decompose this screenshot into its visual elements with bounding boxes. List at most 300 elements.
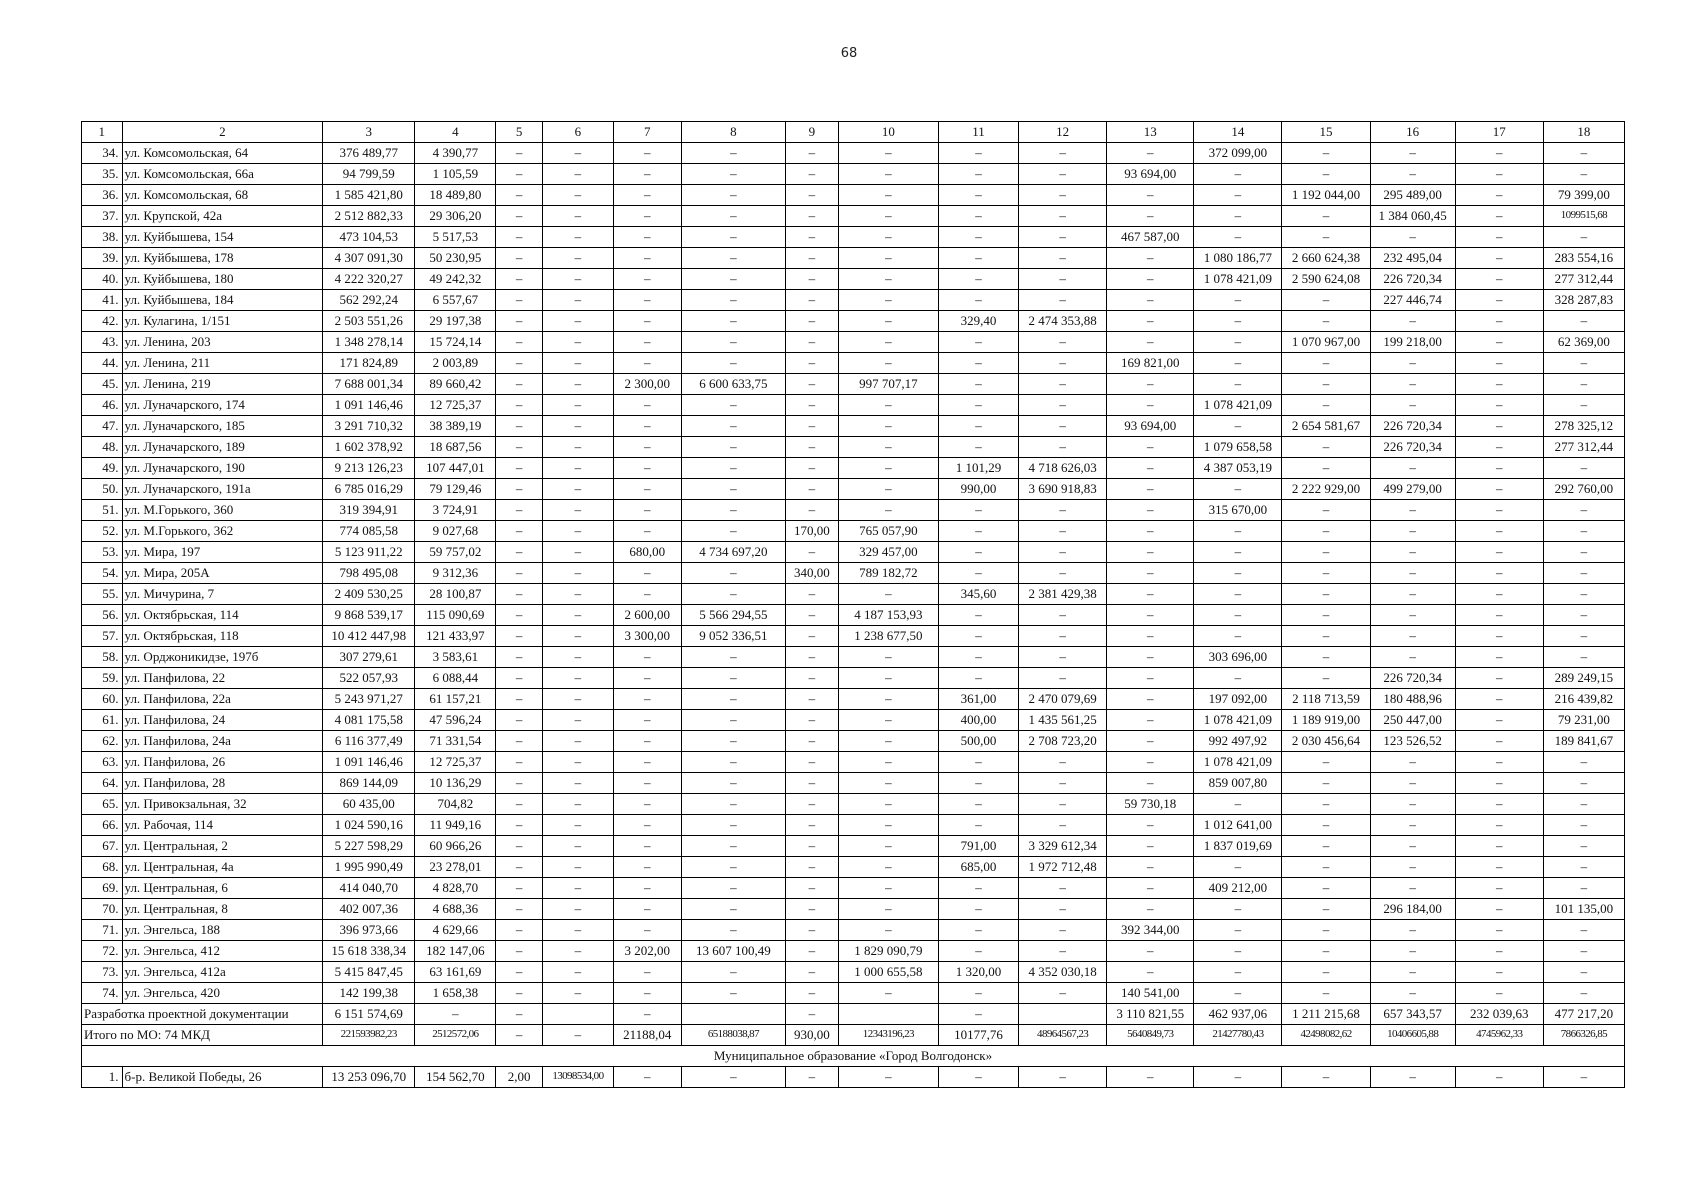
table-cell: – <box>613 1067 681 1088</box>
table-cell: – <box>786 353 839 374</box>
table-cell: 6 785 016,29 <box>323 479 415 500</box>
table-cell: – <box>786 185 839 206</box>
table-cell: – <box>1107 437 1194 458</box>
table-cell: 13 607 100,49 <box>681 941 785 962</box>
table-cell: – <box>939 416 1019 437</box>
table-cell: – <box>939 164 1019 185</box>
table-cell: – <box>1282 962 1370 983</box>
table-cell: – <box>542 206 613 227</box>
table-cell: 1 348 278,14 <box>323 332 415 353</box>
table-cell: 197 092,00 <box>1194 689 1282 710</box>
table-cell: – <box>542 941 613 962</box>
table-cell: – <box>1455 941 1543 962</box>
table-cell: – <box>496 206 543 227</box>
table-cell: – <box>496 584 543 605</box>
table-row <box>82 311 1625 332</box>
table-cell: 43. <box>82 332 123 353</box>
table-cell: 93 694,00 <box>1107 416 1194 437</box>
table-cell: 10 412 447,98 <box>323 626 415 647</box>
table-cell: 4 387 053,19 <box>1194 458 1282 479</box>
table-cell: – <box>542 542 613 563</box>
table-cell: – <box>1370 395 1455 416</box>
table-cell: – <box>496 983 543 1004</box>
table-cell: – <box>838 248 938 269</box>
table-cell: – <box>1282 857 1370 878</box>
table-cell: – <box>1455 752 1543 773</box>
table-cell: 63 161,69 <box>415 962 496 983</box>
table-cell: 3 300,00 <box>613 626 681 647</box>
table-cell: – <box>838 983 938 1004</box>
table-cell: – <box>1107 941 1194 962</box>
table-cell: – <box>681 395 785 416</box>
table-cell: 292 760,00 <box>1543 479 1624 500</box>
table-cell: 50 230,95 <box>415 248 496 269</box>
table-cell: – <box>1282 353 1370 374</box>
table-cell: 13 <box>1107 122 1194 143</box>
table-cell: 277 312,44 <box>1543 437 1624 458</box>
table-cell: 37. <box>82 206 123 227</box>
table-row <box>82 731 1625 752</box>
table-cell: – <box>1282 542 1370 563</box>
table-cell: 10406605,88 <box>1370 1025 1455 1046</box>
table-cell: – <box>786 899 839 920</box>
table-cell: 44. <box>82 353 123 374</box>
table-cell: 60 966,26 <box>415 836 496 857</box>
table-cell: – <box>1107 815 1194 836</box>
table-cell: – <box>1455 605 1543 626</box>
table-cell: – <box>496 542 543 563</box>
table-cell: – <box>1107 143 1194 164</box>
table-cell: – <box>1282 983 1370 1004</box>
table-cell: – <box>542 1025 613 1046</box>
table-cell: 1 105,59 <box>415 164 496 185</box>
table-cell: – <box>1370 983 1455 1004</box>
table-cell: 1 189 919,00 <box>1282 710 1370 731</box>
table-cell: – <box>542 962 613 983</box>
table-cell: 15 618 338,34 <box>323 941 415 962</box>
table-cell: 2 474 353,88 <box>1019 311 1107 332</box>
table-cell: – <box>681 563 785 584</box>
table-cell: – <box>1194 332 1282 353</box>
table-cell: – <box>613 416 681 437</box>
table-cell: – <box>681 521 785 542</box>
table-cell: – <box>496 794 543 815</box>
table-cell: – <box>1194 899 1282 920</box>
table-cell: – <box>681 353 785 374</box>
table-cell: – <box>786 941 839 962</box>
table-cell: – <box>786 1004 839 1025</box>
table-cell: 1 091 146,46 <box>323 395 415 416</box>
table-cell: – <box>786 605 839 626</box>
table-cell: 38 389,19 <box>415 416 496 437</box>
table-cell: – <box>613 353 681 374</box>
table-cell: 2 503 551,26 <box>323 311 415 332</box>
table-cell: 4 390,77 <box>415 143 496 164</box>
table-cell: 70. <box>82 899 123 920</box>
table-cell: – <box>681 878 785 899</box>
table-cell: – <box>1019 563 1107 584</box>
table-cell: – <box>496 815 543 836</box>
table-cell: – <box>681 1067 785 1088</box>
table-cell: – <box>1019 542 1107 563</box>
table-cell: – <box>939 227 1019 248</box>
table-cell: – <box>1370 857 1455 878</box>
table-cell: 774 085,58 <box>323 521 415 542</box>
table-cell: 45. <box>82 374 123 395</box>
table-cell: – <box>838 857 938 878</box>
table-cell: 9 027,68 <box>415 521 496 542</box>
table-cell: 232 495,04 <box>1370 248 1455 269</box>
table-cell: 1 078 421,09 <box>1194 269 1282 290</box>
table-cell: – <box>542 458 613 479</box>
table-cell: – <box>496 857 543 878</box>
table-row <box>82 1067 1625 1088</box>
table-cell: – <box>786 710 839 731</box>
table-cell: – <box>1282 227 1370 248</box>
table-cell: 115 090,69 <box>415 605 496 626</box>
table-cell: – <box>939 248 1019 269</box>
table-cell: – <box>838 500 938 521</box>
table-cell: – <box>1019 185 1107 206</box>
table-cell: 2 003,89 <box>415 353 496 374</box>
table-cell: – <box>1194 311 1282 332</box>
table-cell: – <box>1019 815 1107 836</box>
table-cell: ул. Луначарского, 185 <box>122 416 323 437</box>
table-cell: – <box>1282 500 1370 521</box>
table-cell: – <box>939 500 1019 521</box>
table-cell: – <box>1543 983 1624 1004</box>
table-cell: 4 081 175,58 <box>323 710 415 731</box>
table-cell: – <box>613 794 681 815</box>
table-cell: ул. Октябрьская, 114 <box>122 605 323 626</box>
table-cell: – <box>1370 605 1455 626</box>
table-cell: – <box>939 815 1019 836</box>
table-cell: – <box>1019 668 1107 689</box>
table-cell: – <box>542 878 613 899</box>
table-cell: ул. Комсомольская, 68 <box>122 185 323 206</box>
table-cell: – <box>786 584 839 605</box>
table-cell: – <box>1019 626 1107 647</box>
table-cell: 60 435,00 <box>323 794 415 815</box>
table-cell: – <box>838 332 938 353</box>
table-row <box>82 395 1625 416</box>
table-cell: 372 099,00 <box>1194 143 1282 164</box>
table-cell: 189 841,67 <box>1543 731 1624 752</box>
table-cell: – <box>542 584 613 605</box>
table-cell: – <box>1370 836 1455 857</box>
table-cell: – <box>1107 962 1194 983</box>
table-cell: 46. <box>82 395 123 416</box>
table-cell: – <box>681 185 785 206</box>
table-cell: – <box>542 521 613 542</box>
table-cell: – <box>838 752 938 773</box>
table-cell: – <box>496 773 543 794</box>
table-cell: – <box>1194 479 1282 500</box>
table-cell: 7 688 001,34 <box>323 374 415 395</box>
table-cell: – <box>786 752 839 773</box>
table-row <box>82 710 1625 731</box>
table-cell: 169 821,00 <box>1107 353 1194 374</box>
table-cell: 340,00 <box>786 563 839 584</box>
table-cell: 990,00 <box>939 479 1019 500</box>
table-cell: – <box>496 836 543 857</box>
table-cell: 18 <box>1543 122 1624 143</box>
table-cell: – <box>1455 332 1543 353</box>
table-cell: 11 949,16 <box>415 815 496 836</box>
table-cell: – <box>681 458 785 479</box>
table-cell: Итого по МО: 74 МКД <box>82 1025 323 1046</box>
table-cell: ул. Крупской, 42а <box>122 206 323 227</box>
table-cell: – <box>786 773 839 794</box>
table-cell: 522 057,93 <box>323 668 415 689</box>
table-cell: 42. <box>82 311 123 332</box>
table-cell: 61 157,21 <box>415 689 496 710</box>
table-cell: – <box>939 185 1019 206</box>
table-cell: 4 734 697,20 <box>681 542 785 563</box>
table-cell: – <box>838 416 938 437</box>
total-row <box>82 1025 1625 1046</box>
table-cell: – <box>1019 353 1107 374</box>
table-cell: – <box>613 500 681 521</box>
table-cell: – <box>1107 605 1194 626</box>
table-cell: 171 824,89 <box>323 353 415 374</box>
table-cell: – <box>415 1004 496 1025</box>
table-cell: – <box>1194 164 1282 185</box>
table-cell: – <box>1455 563 1543 584</box>
table-cell: – <box>1282 563 1370 584</box>
table-cell: – <box>542 773 613 794</box>
table-cell: – <box>542 227 613 248</box>
table-cell: – <box>542 689 613 710</box>
table-cell: 74. <box>82 983 123 1004</box>
table-cell: – <box>681 836 785 857</box>
table-cell: 3 202,00 <box>613 941 681 962</box>
table-cell: 41. <box>82 290 123 311</box>
table-cell: 4 629,66 <box>415 920 496 941</box>
table-cell: – <box>1455 458 1543 479</box>
table-cell: 4 718 626,03 <box>1019 458 1107 479</box>
table-cell: – <box>1194 206 1282 227</box>
table-cell: – <box>1107 668 1194 689</box>
table-cell: – <box>681 437 785 458</box>
table-cell: ул. Мира, 205А <box>122 563 323 584</box>
table-cell: – <box>542 647 613 668</box>
table-cell: 79 231,00 <box>1543 710 1624 731</box>
table-cell: – <box>786 374 839 395</box>
table-cell: 1 238 677,50 <box>838 626 938 647</box>
table-cell: – <box>1019 395 1107 416</box>
table-cell: – <box>939 899 1019 920</box>
table-cell: – <box>1455 227 1543 248</box>
table-row <box>82 332 1625 353</box>
table-cell: 5 227 598,29 <box>323 836 415 857</box>
table-cell: 6 557,67 <box>415 290 496 311</box>
table-cell: – <box>1194 521 1282 542</box>
table-cell: 71 331,54 <box>415 731 496 752</box>
table-row <box>82 374 1625 395</box>
table-cell: – <box>613 773 681 794</box>
table-cell: – <box>939 1067 1019 1088</box>
table-cell: – <box>1282 374 1370 395</box>
table-cell: – <box>838 311 938 332</box>
table-cell: Муниципальное образование «Город Волгодонск» <box>82 1046 1625 1067</box>
table-cell: – <box>1543 164 1624 185</box>
table-cell: – <box>939 983 1019 1004</box>
table-cell: – <box>542 311 613 332</box>
table-cell: – <box>939 143 1019 164</box>
table-cell: 6 <box>542 122 613 143</box>
table-cell: 226 720,34 <box>1370 269 1455 290</box>
table-cell: 5 <box>496 122 543 143</box>
table-cell: ул. Октябрьская, 118 <box>122 626 323 647</box>
table-cell: – <box>1019 794 1107 815</box>
table-cell: – <box>613 227 681 248</box>
table-cell: ул. Привокзальная, 32 <box>122 794 323 815</box>
table-cell: 38. <box>82 227 123 248</box>
table-cell: – <box>1455 311 1543 332</box>
table-cell: – <box>1543 878 1624 899</box>
table-cell: – <box>838 584 938 605</box>
table-cell: 29 306,20 <box>415 206 496 227</box>
table-cell: – <box>1455 962 1543 983</box>
table-cell: – <box>681 584 785 605</box>
table-cell: 15 724,14 <box>415 332 496 353</box>
table-cell: – <box>939 353 1019 374</box>
table-cell: – <box>1455 668 1543 689</box>
table-cell: – <box>681 899 785 920</box>
table-cell: – <box>681 962 785 983</box>
table-cell: – <box>1370 521 1455 542</box>
table-cell: – <box>1107 647 1194 668</box>
table-cell: – <box>613 521 681 542</box>
table-cell: – <box>496 143 543 164</box>
table-cell: – <box>1543 815 1624 836</box>
table-cell: 1 995 990,49 <box>323 857 415 878</box>
table-cell: 69. <box>82 878 123 899</box>
table-cell: 6 151 574,69 <box>323 1004 415 1025</box>
table-cell: – <box>1370 773 1455 794</box>
table-row <box>82 185 1625 206</box>
table-cell: – <box>681 311 785 332</box>
table-cell: – <box>1543 626 1624 647</box>
table-cell: 5 243 971,27 <box>323 689 415 710</box>
table-cell: – <box>786 794 839 815</box>
table-cell: – <box>939 941 1019 962</box>
table-cell: – <box>1282 206 1370 227</box>
table-cell: – <box>1019 227 1107 248</box>
table-cell: – <box>786 143 839 164</box>
table-cell: 4 828,70 <box>415 878 496 899</box>
table-cell: 1 078 421,09 <box>1194 395 1282 416</box>
table-cell: – <box>613 836 681 857</box>
table-cell: – <box>496 416 543 437</box>
table-cell: – <box>1370 584 1455 605</box>
table-cell: – <box>681 143 785 164</box>
table-cell: – <box>838 437 938 458</box>
table-cell: – <box>1370 815 1455 836</box>
table-cell: – <box>613 395 681 416</box>
table-cell: – <box>1194 290 1282 311</box>
table-cell: – <box>613 899 681 920</box>
table-cell: 930,00 <box>786 1025 839 1046</box>
table-cell: – <box>1543 311 1624 332</box>
table-cell: 402 007,36 <box>323 899 415 920</box>
table-cell: – <box>1194 857 1282 878</box>
table-cell: – <box>1282 458 1370 479</box>
table-cell: 11 <box>939 122 1019 143</box>
table-cell: – <box>1194 920 1282 941</box>
table-cell: 48. <box>82 437 123 458</box>
table-cell: – <box>939 626 1019 647</box>
table-cell: – <box>542 731 613 752</box>
table-cell: – <box>1282 437 1370 458</box>
table-cell: – <box>1370 164 1455 185</box>
table-cell: 2 300,00 <box>613 374 681 395</box>
table-cell: 180 488,96 <box>1370 689 1455 710</box>
table-cell: 2512572,06 <box>415 1025 496 1046</box>
table-cell: 765 057,90 <box>838 521 938 542</box>
table-cell: 29 197,38 <box>415 311 496 332</box>
table-cell: 2 600,00 <box>613 605 681 626</box>
table-cell: – <box>1019 752 1107 773</box>
table-cell: 319 394,91 <box>323 500 415 521</box>
table-cell: 63. <box>82 752 123 773</box>
table-cell: – <box>1019 500 1107 521</box>
table-cell: – <box>613 920 681 941</box>
table-cell: 2 512 882,33 <box>323 206 415 227</box>
table-cell: – <box>838 773 938 794</box>
table-row <box>82 227 1625 248</box>
table-row <box>82 437 1625 458</box>
table-row <box>82 962 1625 983</box>
table-cell: 94 799,59 <box>323 164 415 185</box>
table-cell: 16 <box>1370 122 1455 143</box>
table-cell: – <box>1455 626 1543 647</box>
table-cell: – <box>1370 143 1455 164</box>
table-cell: – <box>613 857 681 878</box>
table-cell: – <box>1107 248 1194 269</box>
table-cell: – <box>681 815 785 836</box>
table-cell: 791,00 <box>939 836 1019 857</box>
table-cell: ул. Энгельса, 412 <box>122 941 323 962</box>
table-cell: 992 497,92 <box>1194 731 1282 752</box>
table-cell: 34. <box>82 143 123 164</box>
table-cell: 9 <box>786 122 839 143</box>
table-cell: – <box>1107 206 1194 227</box>
table-cell: 5 123 911,22 <box>323 542 415 563</box>
table-cell: 3 110 821,55 <box>1107 1004 1194 1025</box>
table-row <box>82 248 1625 269</box>
table-cell: 307 279,61 <box>323 647 415 668</box>
table-cell: – <box>542 269 613 290</box>
table-cell: – <box>1543 521 1624 542</box>
table-cell: 315 670,00 <box>1194 500 1282 521</box>
table-cell: – <box>786 647 839 668</box>
table-cell: – <box>681 794 785 815</box>
table-cell: 107 447,01 <box>415 458 496 479</box>
table-cell: 35. <box>82 164 123 185</box>
table-cell: – <box>1107 374 1194 395</box>
table-row <box>82 290 1625 311</box>
table-cell: 296 184,00 <box>1370 899 1455 920</box>
table-cell: – <box>1194 941 1282 962</box>
table-cell: 21188,04 <box>613 1025 681 1046</box>
table-cell: 1 192 044,00 <box>1282 185 1370 206</box>
table-cell: – <box>838 143 938 164</box>
table-cell: – <box>838 269 938 290</box>
table-cell: – <box>939 206 1019 227</box>
table-row <box>82 815 1625 836</box>
